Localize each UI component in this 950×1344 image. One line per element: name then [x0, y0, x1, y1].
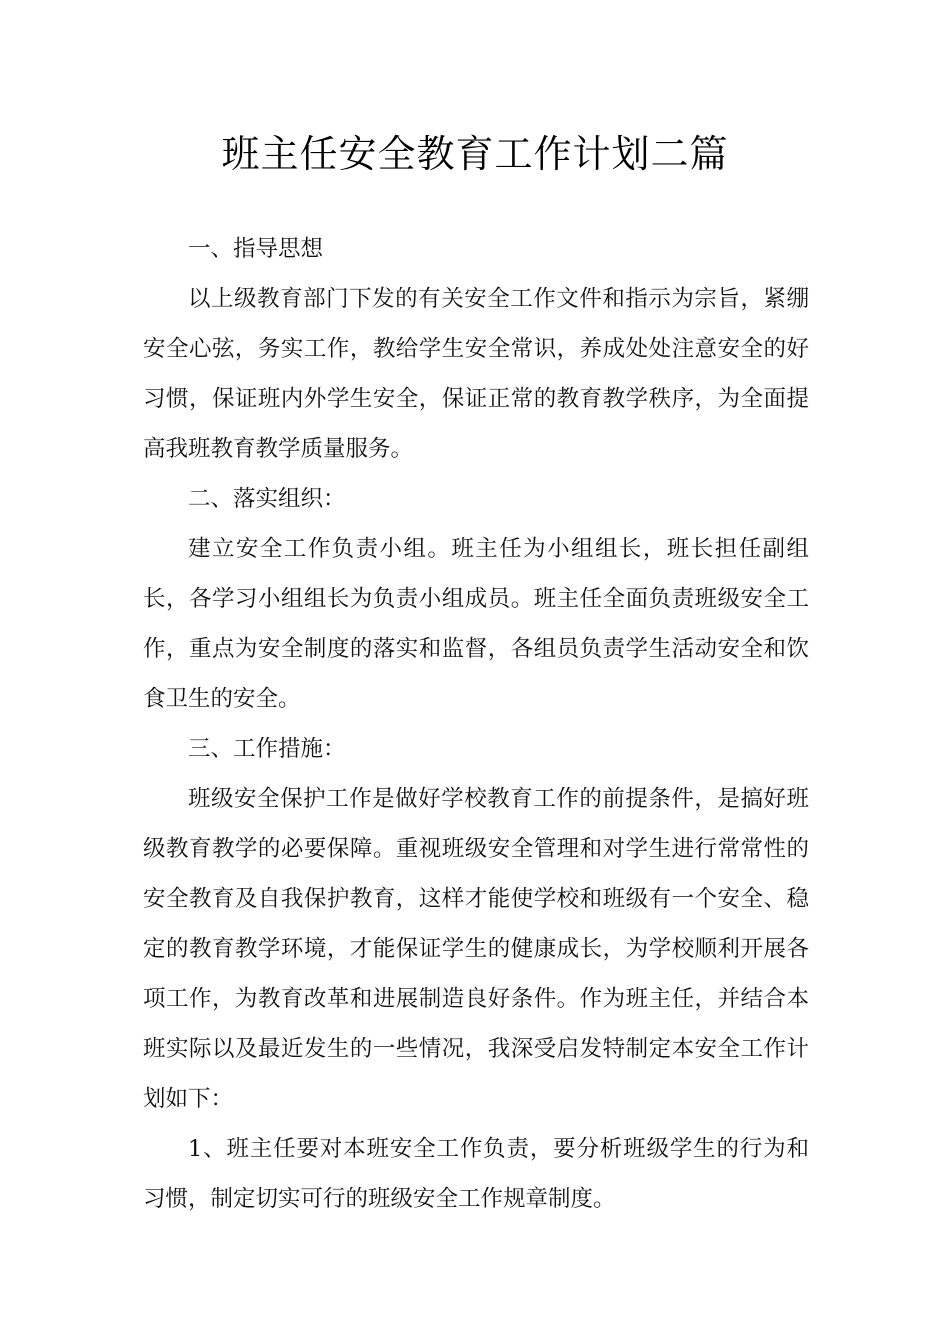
list-item-measure-1: 1、班主任要对本班安全工作负责，要分析班级学生的行为和习惯，制定切实可行的班级安全工作规章制度。	[143, 1136, 809, 1212]
document-body	[143, 224, 809, 1224]
paragraph-guiding-ideology: 以上级教育部门下发的有关安全工作文件和指示为宗旨，紧绷安全心弦，务实工作，教给学生安全常识，养成处处注意安全的好习惯，保证班内外学生安全，保证正常的教育教学秩序，为全面提高我班教育教学质量服务。	[143, 286, 809, 462]
section-heading-work-measures: 三、工作措施：	[188, 736, 346, 762]
paragraph-work-measures: 班级安全保护工作是做好学校教育工作的前提条件，是搞好班级教育教学的必要保障。重视班级安全管理和对学生进行常常性的安全教育及自我保护教育，这样才能使学校和班级有一个安全、稳定的教育教学环境，才能保证学生的健康成长，为学校顺利开展各项工作，为教育改革和进展制造良好条件。作为班主任，并结合本班实际以及最近发生的一些情况，我深受启发特制定本安全工作计划如下：	[143, 786, 809, 1112]
document-title: 班主任安全教育工作计划二篇	[221, 132, 729, 176]
section-heading-organization: 二、落实组织：	[188, 486, 346, 512]
section-heading-guiding-ideology: 一、指导思想	[188, 236, 324, 262]
paragraph-organization: 建立安全工作负责小组。班主任为小组组长，班长担任副组长，各学习小组组长为负责小组成员。班主任全面负责班级安全工作，重点为安全制度的落实和监督，各组员负责学生活动安全和饮食卫生的安全。	[143, 536, 809, 712]
